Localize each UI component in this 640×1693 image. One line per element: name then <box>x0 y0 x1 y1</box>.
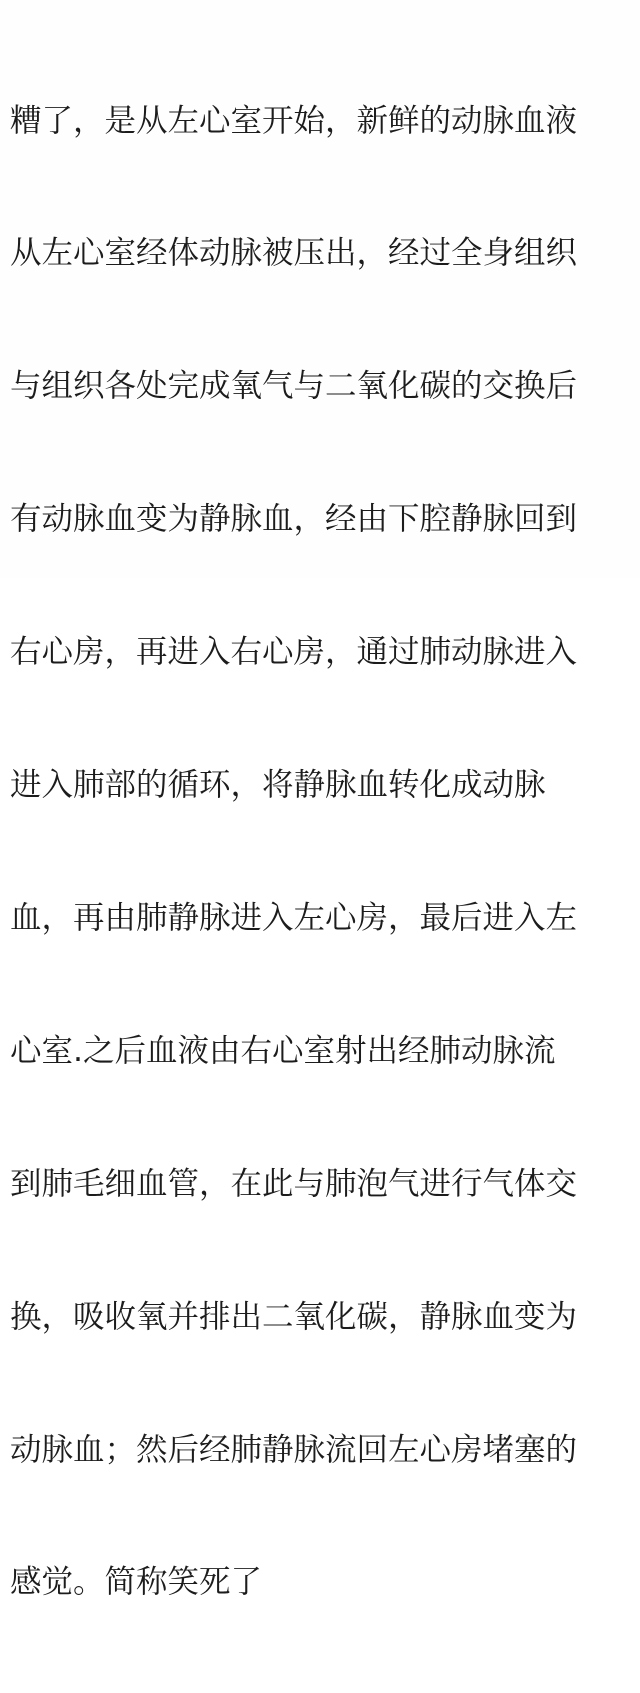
text-line: 感觉。简称笑死了 <box>10 1564 263 1601</box>
text-line: 与组织各处完成氧气与二氧化碳的交换后 <box>10 368 578 405</box>
text-line: 有动脉血变为静脉血，经由下腔静脉回到 <box>10 501 578 538</box>
text-line: 右心房，再进入右心房，通过肺动脉进入 <box>10 634 578 671</box>
text-line: 糟了，是从左心室开始，新鲜的动脉血液 <box>10 102 578 139</box>
text-line: 换，吸收氧并排出二氧化碳，静脉血变为 <box>10 1298 578 1335</box>
text-line: 血，再由肺静脉进入左心房，最后进入左 <box>10 899 578 936</box>
text-line: 从左心室经体动脉被压出，经过全身组织 <box>10 235 578 272</box>
text-line: 到肺毛细血管，在此与肺泡气进行气体交 <box>10 1165 578 1202</box>
text-line: 进入肺部的循环，将静脉血转化成动脉 <box>10 767 546 804</box>
text-line: 动脉血；然后经肺静脉流回左心房堵塞的 <box>10 1431 578 1468</box>
body-text <box>10 10 632 1693</box>
text-line: 心室.之后血液由右心室射出经肺动脉流 <box>10 1032 556 1069</box>
